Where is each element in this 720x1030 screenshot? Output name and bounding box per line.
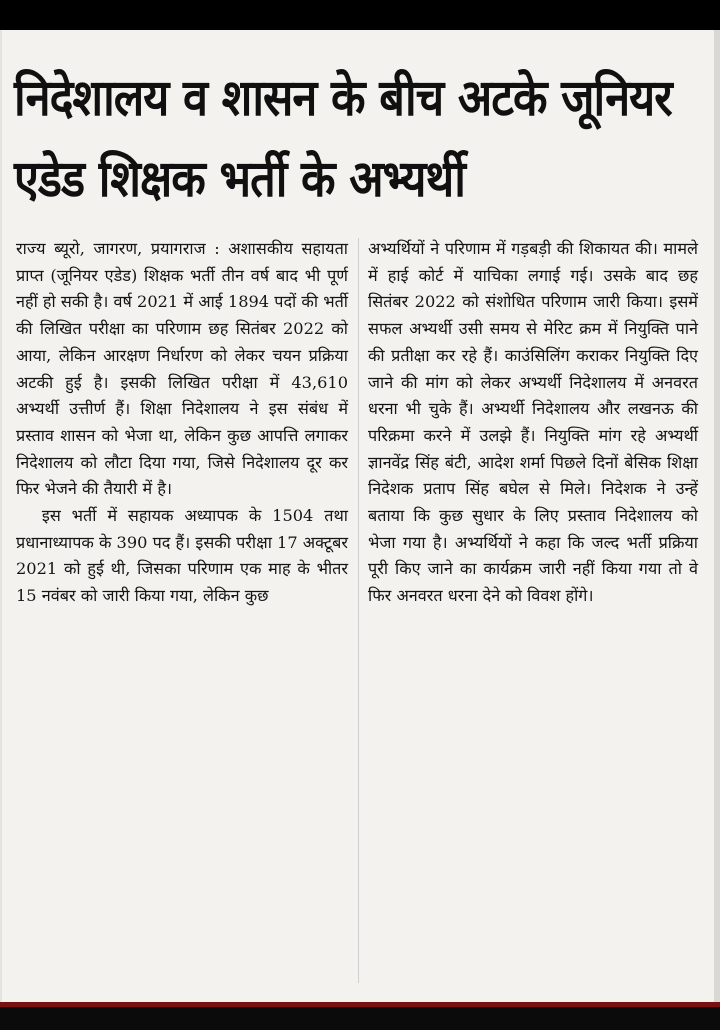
column-divider <box>358 238 359 983</box>
article-column-left <box>16 236 348 610</box>
top-black-bar <box>0 0 720 30</box>
bottom-red-strip <box>0 1002 720 1007</box>
paragraph-2: इस भर्ती में सहायक अध्यापक के 1504 तथा प्रधानाध्यापक के 390 पद हैं। इसकी परीक्षा 17 अक्टूबर 2021 को हुई थी, जिसका परिणाम एक माह के भीतर 15 नवंबर को जारी किया गया, लेकिन कुछ <box>16 506 348 606</box>
right-page-edge <box>714 30 720 1002</box>
headline: निदेशालय व शासन के बीच अटके जूनियर एडेड शिक्षक भर्ती के अभ्यर्थी <box>14 68 672 209</box>
paragraph-1: राज्य ब्यूरो, जागरण, प्रयागराज : अशासकीय सहायता प्राप्त (जूनियर एडेड) शिक्षक भर्ती तीन वर्ष बाद भी पूर्ण नहीं हो सकी है। वर्ष 2021 में आई 1894 पदों की भर्ती की लिखित परीक्षा का परिणाम छह सितंबर 2022 को आया, लेकिन आरक्षण निर्धारण को लेकर चयन प्रक्रिया अटकी हुई है। इसकी लिखित परीक्षा में 43,610 अभ्यर्थी उत्तीर्ण हैं। शिक्षा निदेशालय ने इस संबंध में प्रस्ताव शासन को भेजा था, लेकिन कुछ आपत्ति लगाकर निदेशालय को लौटा दिया गया, जिसे निदेशालय दूर कर फिर भेजने की तैयारी में है। <box>16 239 348 499</box>
paragraph-3: अभ्यर्थियों ने परिणाम में गड़बड़ी की शिकायत की। मामले में हाई कोर्ट में याचिका लगाई गई। उसके बाद छह सितंबर 2022 को संशोधित परिणाम जारी किया। इसमें सफल अभ्यर्थी उसी समय से मेरिट क्रम में नियुक्ति पाने की प्रतीक्षा कर रहे हैं। काउंसिलिंग कराकर नियुक्ति दिए जाने की मांग को लेकर अभ्यर्थी निदेशालय में अनवरत धरना भी चुके हैं। अभ्यर्थी निदेशालय और लखनऊ की परिक्रमा करने में उलझे हैं। नियुक्ति मांग रहे अभ्यर्थी ज्ञानवेंद्र सिंह बंटी, आदेश शर्मा पिछले दिनों बेसिक शिक्षा निदेशक प्रताप सिंह बघेल से मिले। निदेशक ने उन्हें बताया कि कुछ सुधार के लिए प्रस्ताव निदेशालय को भेजा गया है। अभ्यर्थियों ने कहा कि जल्द भर्ती प्रक्रिया पूरी किए जाने का कार्यक्रम जारी नहीं किया गया तो वे फिर अनवरत धरना देने को विवश होंगे। <box>368 239 698 606</box>
left-page-edge <box>0 30 2 1002</box>
article-column-right <box>368 236 698 610</box>
